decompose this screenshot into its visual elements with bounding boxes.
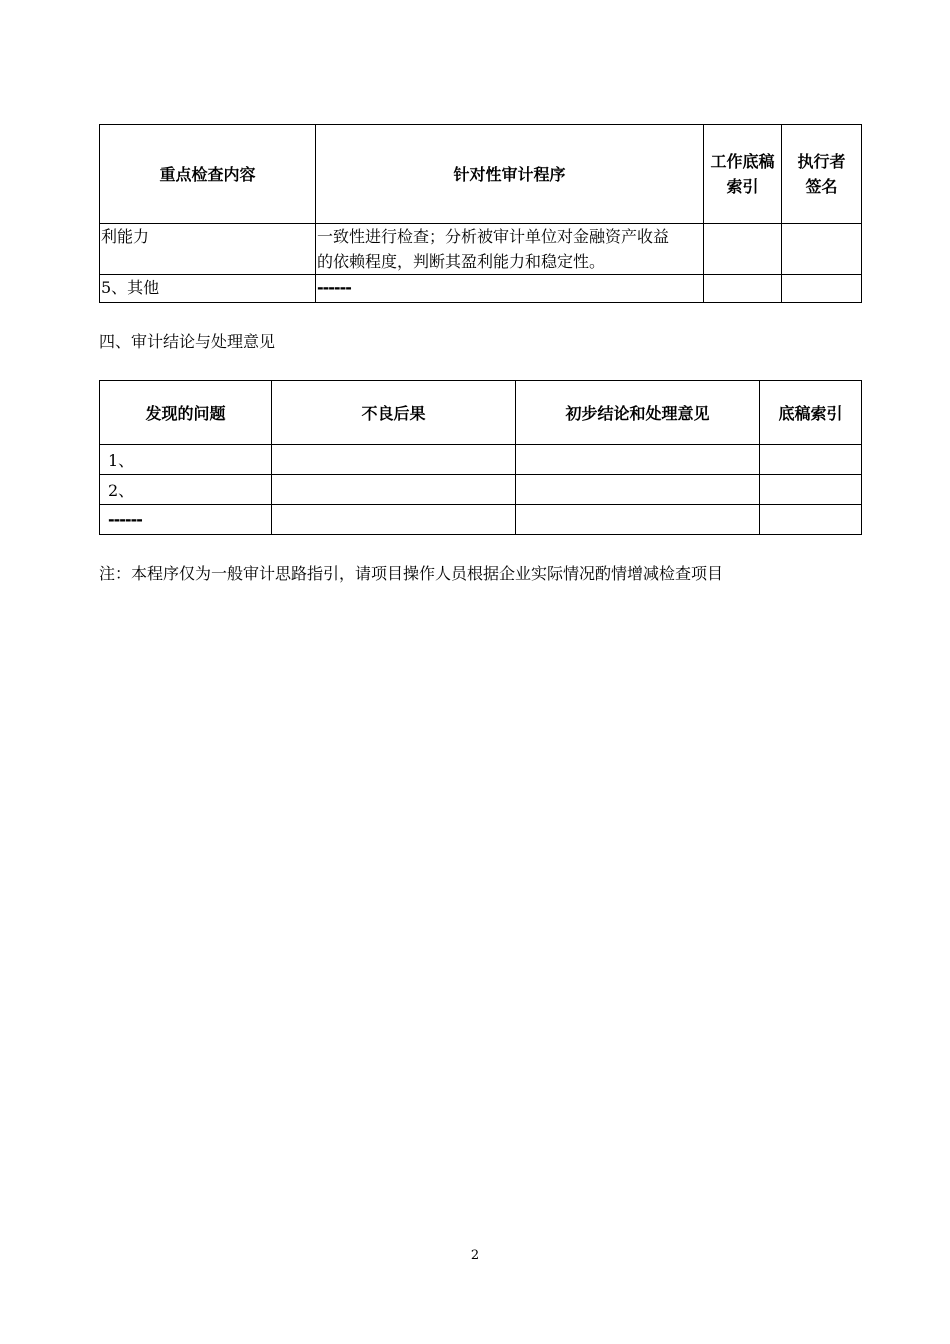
row-index xyxy=(760,505,862,535)
audit-conclusion-table xyxy=(99,380,862,535)
row-problem: ------ xyxy=(100,505,272,535)
header-executor-signature-line1: 执行者 xyxy=(797,152,846,171)
header-adverse-consequences: 不良后果 xyxy=(272,381,516,445)
header-preliminary-conclusion: 初步结论和处理意见 xyxy=(516,381,760,445)
header-audit-procedure: 针对性审计程序 xyxy=(316,125,704,224)
row-consequence xyxy=(272,475,516,505)
table-row xyxy=(100,505,862,535)
header-key-content: 重点检查内容 xyxy=(100,125,316,224)
row-index xyxy=(704,224,782,275)
row-procedure: ------ xyxy=(316,275,704,303)
row-procedure-line1: 一致性进行检查；分析被审计单位对金融资产收益 xyxy=(317,227,670,246)
section-heading: 四、审计结论与处理意见 xyxy=(99,332,276,351)
table-row xyxy=(100,475,862,505)
header-workpaper-index-line2: 索引 xyxy=(726,177,759,196)
row-procedure xyxy=(316,224,704,275)
row-index xyxy=(704,275,782,303)
footnote: 注：本程序仅为一般审计思路指引，请项目操作人员根据企业实际情况酌情增减检查项目 xyxy=(99,564,724,583)
table-header-row xyxy=(100,381,862,445)
row-problem: 2、 xyxy=(100,475,272,505)
page-number: 2 xyxy=(470,1248,480,1263)
row-consequence xyxy=(272,445,516,475)
row-index xyxy=(760,475,862,505)
row-content: 利能力 xyxy=(100,224,316,275)
row-conclusion xyxy=(516,505,760,535)
table-row xyxy=(100,224,862,275)
header-workpaper-index: 底稿索引 xyxy=(760,381,862,445)
row-problem: 1、 xyxy=(100,445,272,475)
row-consequence xyxy=(272,505,516,535)
header-problems-found: 发现的问题 xyxy=(100,381,272,445)
table-row xyxy=(100,445,862,475)
row-conclusion xyxy=(516,475,760,505)
row-index xyxy=(760,445,862,475)
row-procedure-line2: 的依赖程度，判断其盈利能力和稳定性。 xyxy=(317,252,606,271)
row-signer xyxy=(782,224,862,275)
header-executor-signature xyxy=(782,125,862,224)
header-executor-signature-line2: 签名 xyxy=(805,177,838,196)
audit-procedure-table xyxy=(99,124,862,303)
row-conclusion xyxy=(516,445,760,475)
row-signer xyxy=(782,275,862,303)
row-content: 5、其他 xyxy=(100,275,316,303)
header-workpaper-index xyxy=(704,125,782,224)
header-workpaper-index-line1: 工作底稿 xyxy=(710,152,775,171)
table-row xyxy=(100,275,862,303)
table-header-row xyxy=(100,125,862,224)
